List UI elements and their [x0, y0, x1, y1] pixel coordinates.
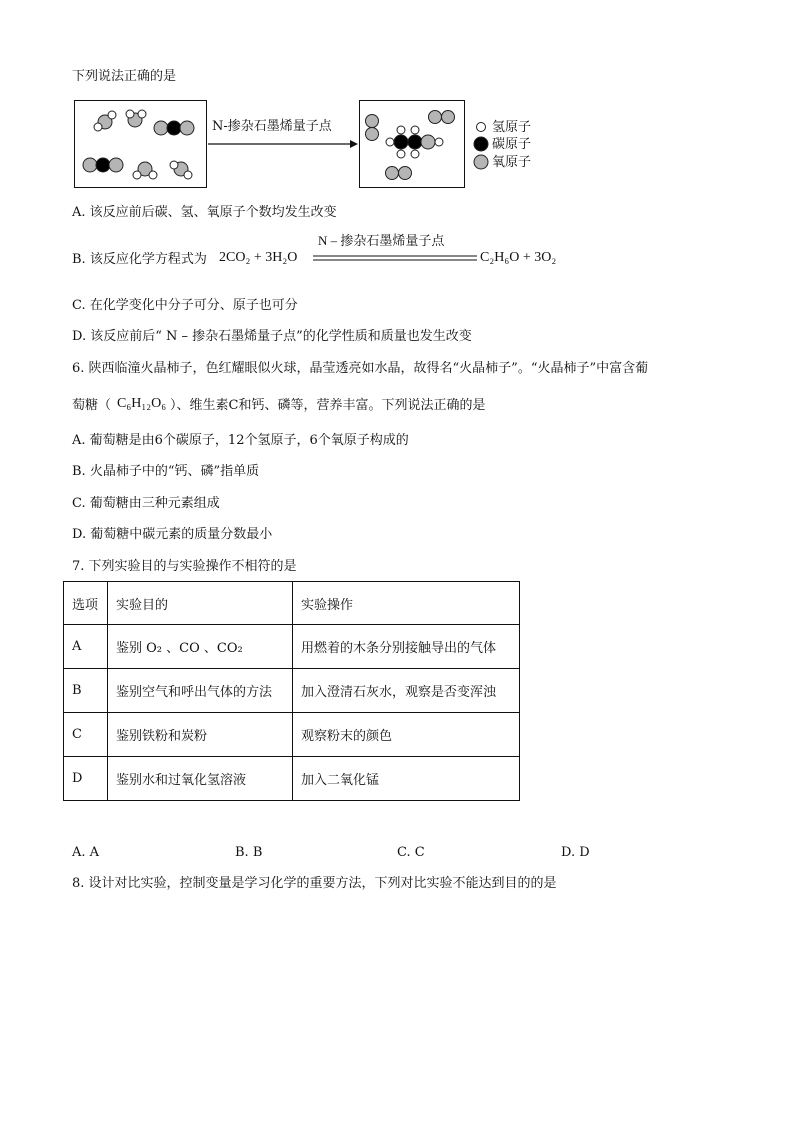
q6-stem-line2-prefix: 萄糖（ — [72, 398, 112, 413]
product-molecules — [360, 101, 466, 189]
reaction-arrow-icon — [208, 138, 358, 150]
row-purpose: 鉴别 O₂ 、CO 、CO₂ — [108, 625, 293, 669]
q5-option-a: A. 该反应前后碳、氢、氧原子个数均发生改变 — [72, 205, 337, 220]
table-row — [64, 757, 520, 801]
q5-option-d: D. 该反应前后“ N – 掺杂石墨烯量子点”的化学性质和质量也发生改变 — [72, 329, 472, 344]
row-purpose: 鉴别水和过氧化氢溶液 — [108, 757, 293, 801]
legend-oxygen: 氧原子 — [492, 155, 532, 170]
q6-option-c: C. 葡萄糖由三种元素组成 — [72, 496, 220, 511]
q6-option-a: A. 葡萄糖是由6个碳原子，12个氢原子，6个氧原子构成的 — [72, 433, 409, 448]
legend-hydrogen: 氢原子 — [492, 120, 532, 135]
q5-option-b-prefix: B. 该反应化学方程式为 — [72, 252, 207, 267]
q7-answer-d: D. D — [561, 845, 590, 860]
row-operation: 加入澄清石灰水，观察是否变浑浊 — [293, 669, 520, 713]
q6-option-d: D. 葡萄糖中碳元素的质量分数最小 — [72, 527, 273, 542]
q8-stem: 8. 设计对比实验，控制变量是学习化学的重要方法，下列对比实验不能达到目的的是 — [72, 876, 557, 891]
q7-stem: 7. 下列实验目的与实验操作不相符的是 — [72, 559, 297, 574]
hydrogen-atom-icon — [477, 123, 486, 132]
q6-stem-line1: 6. 陕西临潼火晶柿子，色红耀眼似火球，晶莹透亮如水晶，故得名“火晶柿子”。“火晶柿子”中富含葡 — [72, 361, 649, 376]
row-option: D — [64, 757, 108, 801]
q7-answer-b: B. B — [235, 845, 263, 860]
row-operation: 加入二氧化锰 — [293, 757, 520, 801]
legend-icons — [474, 120, 488, 172]
q6-option-b: B. 火晶柿子中的“钙、磷”指单质 — [72, 464, 260, 479]
equation-equals-sign — [313, 255, 477, 261]
table-row — [64, 713, 520, 757]
legend-carbon: 碳原子 — [492, 137, 532, 152]
row-purpose: 鉴别空气和呼出气体的方法 — [108, 669, 293, 713]
row-option: B — [64, 669, 108, 713]
q5-equation-condition: N – 掺杂石墨烯量子点 — [318, 233, 445, 248]
carbon-atom-icon — [474, 137, 488, 151]
reactants-box — [74, 100, 207, 188]
row-purpose: 鉴别铁粉和炭粉 — [108, 713, 293, 757]
q7-answer-a: A. A — [72, 845, 100, 860]
q7-answer-c: C. C — [397, 845, 425, 860]
row-option: C — [64, 713, 108, 757]
q6-glucose-formula: C₆H₁₂O₆ — [117, 396, 167, 411]
oxygen-atom-icon — [474, 155, 488, 169]
q5-equation-right: C₂H₆O + 3O₂ — [480, 250, 557, 265]
row-operation: 用燃着的木条分别接触导出的气体 — [293, 625, 520, 669]
reactant-molecules — [75, 101, 208, 189]
table-row — [64, 669, 520, 713]
table-header-row — [64, 582, 520, 625]
row-operation: 观察粉末的颜色 — [293, 713, 520, 757]
products-box — [359, 100, 465, 188]
arrow-label: N-掺杂石墨烯量子点 — [212, 119, 332, 134]
q5-stem: 下列说法正确的是 — [72, 69, 177, 84]
q7-table — [63, 581, 520, 801]
header-purpose: 实验目的 — [108, 582, 293, 625]
row-option: A — [64, 625, 108, 669]
header-option: 选项 — [64, 582, 108, 625]
q5-equation-left: 2CO₂ + 3H₂O — [219, 250, 298, 265]
q6-stem-line2-suffix: ）、维生素C和钙、磷等，营养丰富。下列说法正确的是 — [170, 398, 486, 413]
header-operation: 实验操作 — [293, 582, 520, 625]
table-row — [64, 625, 520, 669]
q5-option-c: C. 在化学变化中分子可分、原子也可分 — [72, 298, 298, 313]
